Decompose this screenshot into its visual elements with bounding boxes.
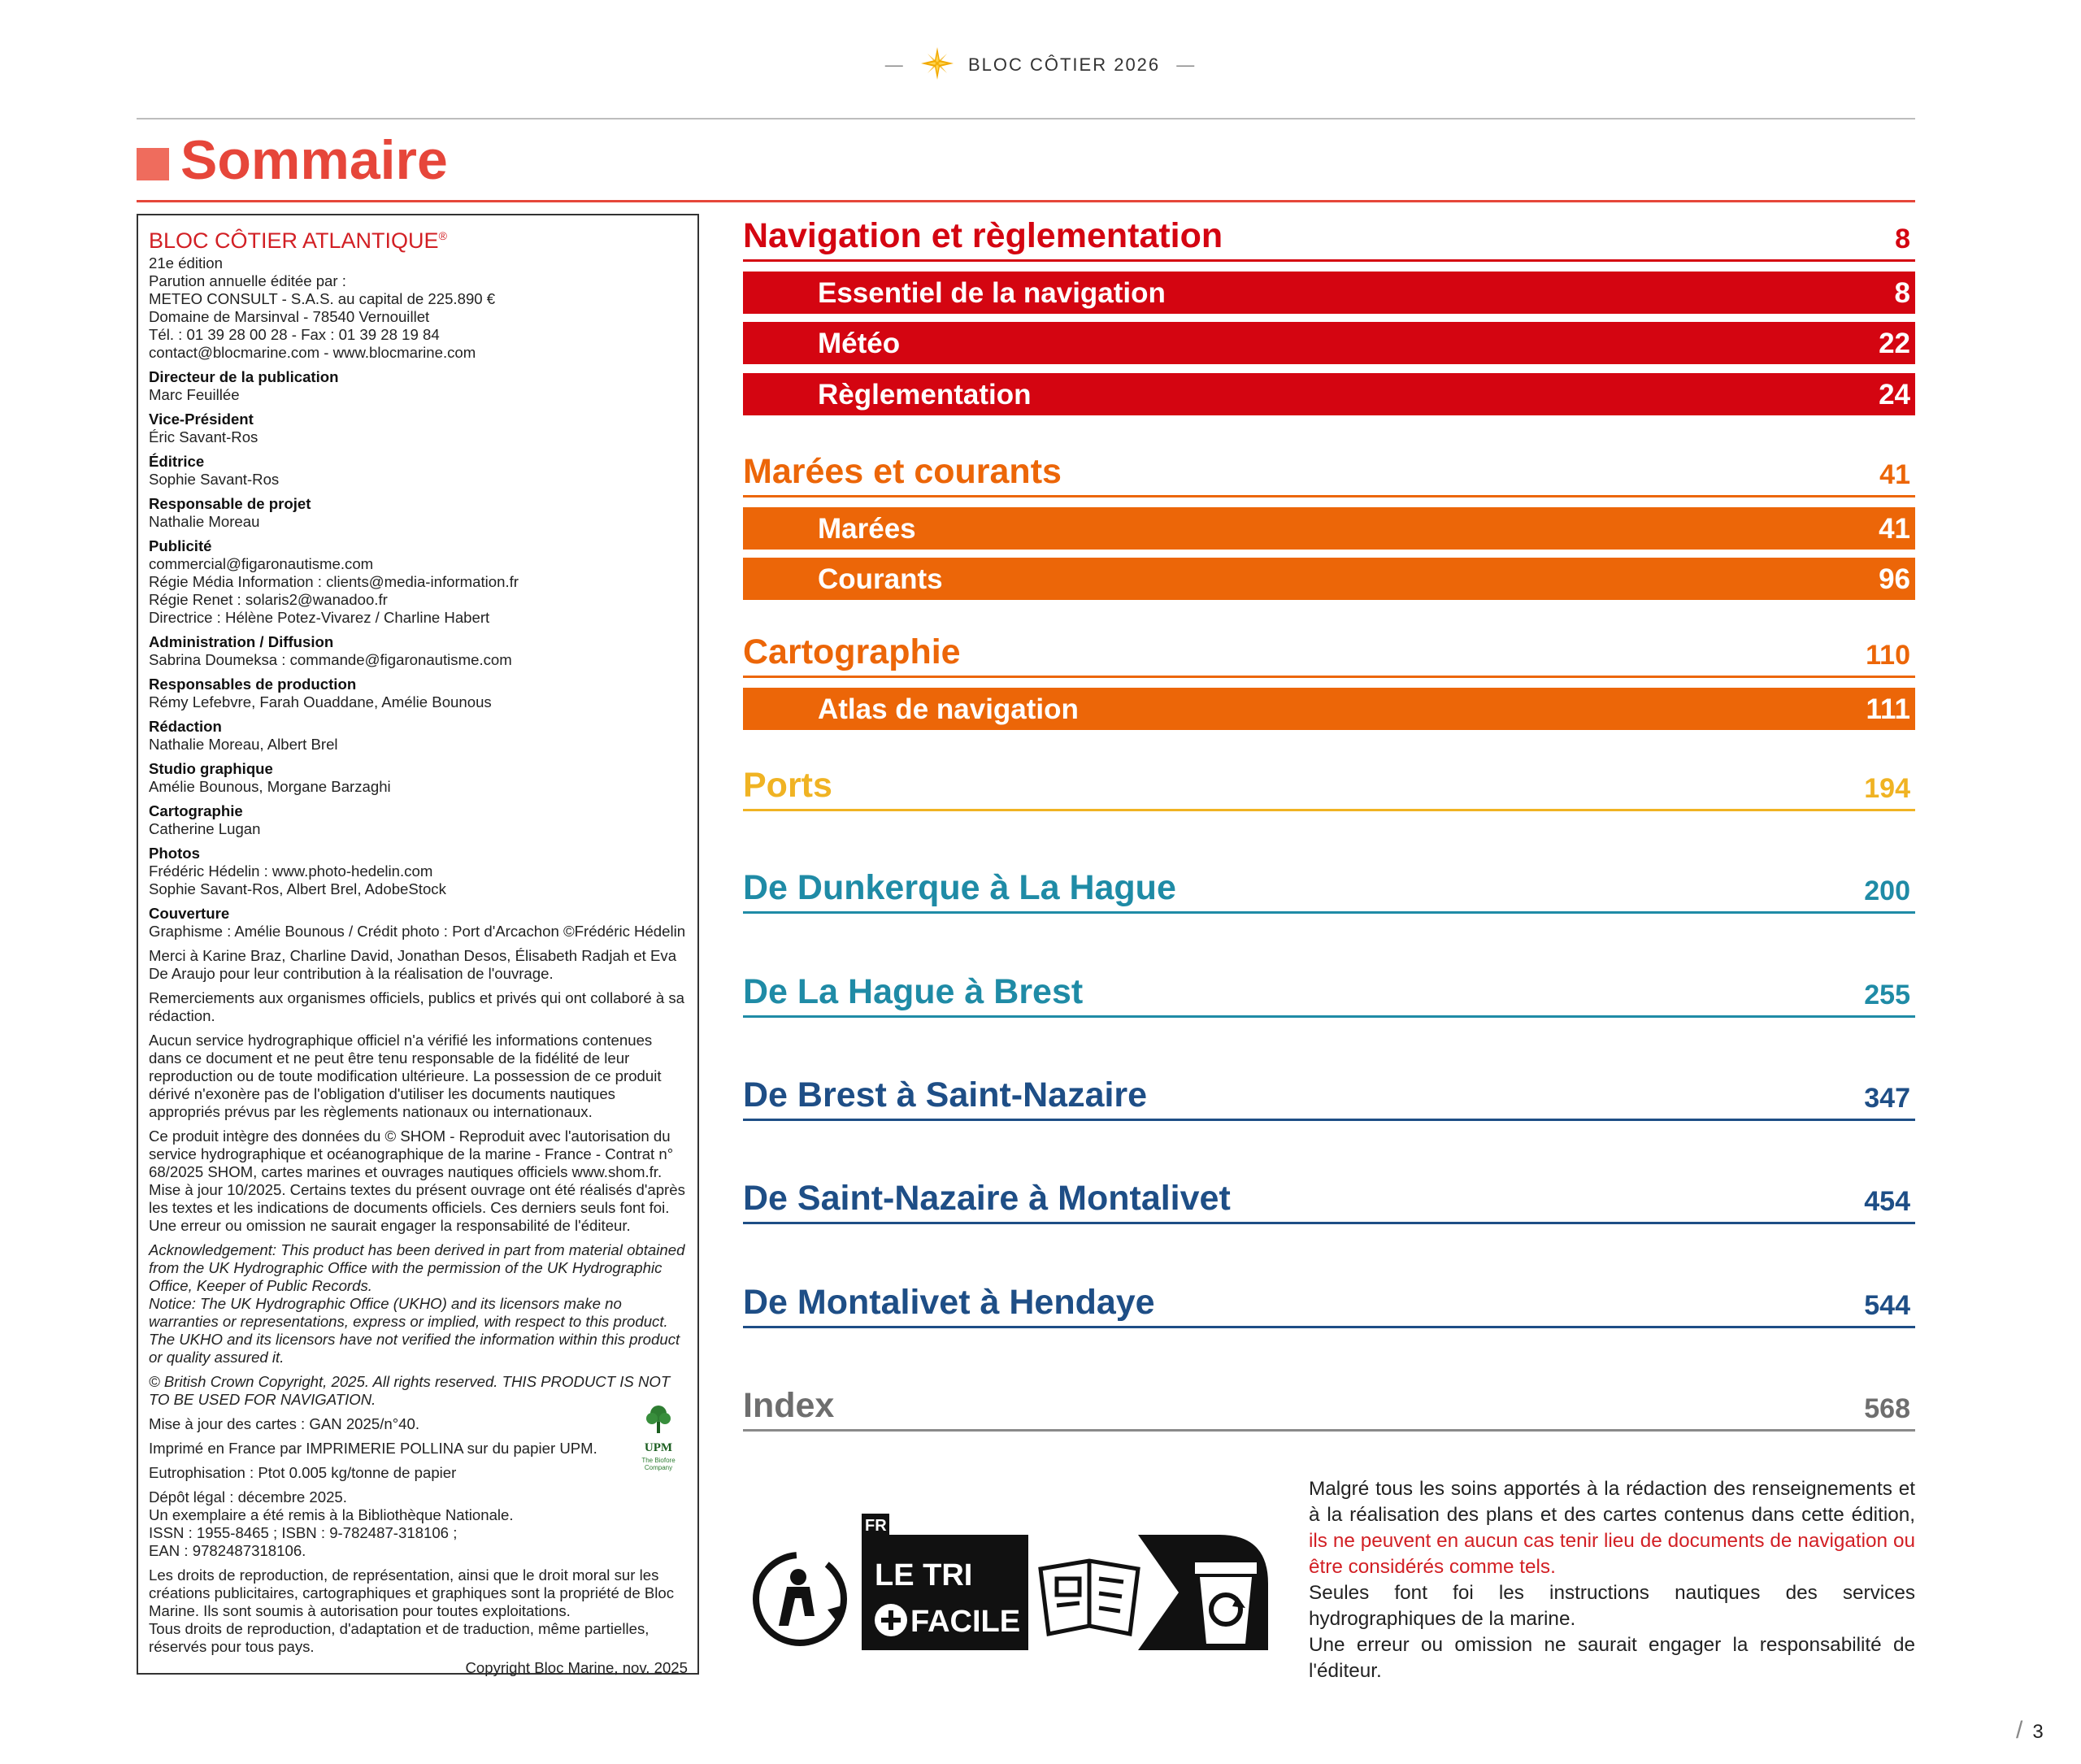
running-title: BLOC CÔTIER 2026 — [967, 54, 1161, 75]
print-info: Imprimé en France par IMPRIMERIE POLLINA sur du papier UPM. — [149, 1440, 597, 1457]
triman-graphic — [748, 1512, 1268, 1650]
upm-logo — [634, 1402, 683, 1471]
toc-underline — [743, 809, 1915, 811]
toc-section-title: Cartographie — [743, 632, 961, 671]
toc-section-page: 544 — [1864, 1290, 1910, 1321]
toc-section-page: 347 — [1864, 1083, 1910, 1114]
toc-underline — [743, 1326, 1915, 1328]
toc-section-title: Navigation et règlementation — [743, 216, 1223, 255]
role-label: Publicité — [149, 537, 212, 554]
toc-region-dunkerque-la-hague[interactable] — [743, 865, 1915, 914]
role-value: Frédéric Hédelin : www.photo-hedelin.com — [149, 862, 433, 880]
toc-section-title: De Montalivet à Hendaye — [743, 1283, 1155, 1322]
publisher-line: contact@blocmarine.com - www.blocmarine.com — [149, 344, 476, 361]
publisher-line: METEO CONSULT - S.A.S. au capital de 225.890 € — [149, 290, 496, 307]
thanks-text: Merci à Karine Braz, Charline David, Jonathan Desos, Élisabeth Radjah et Eva De Araujo pour leur contribution à la réalisation de l'ouvrage. — [149, 947, 677, 982]
role-value: Nathalie Moreau, Albert Brel — [149, 736, 338, 753]
toc-item-reglementation[interactable] — [743, 373, 1915, 415]
rights-line: Les droits de reproduction, de représentation, ainsi que le droit moral sur les créations publicitaires, cartographiques et graphiques sont la propriété de Bloc Marine. Ils sont soumis à autorisation pour toutes exploitations. — [149, 1566, 674, 1619]
disclaimer-p3: Une erreur ou omission ne saurait engager la responsabilité de l'éditeur. — [1309, 1634, 1915, 1682]
publisher-line: Domaine de Marsinval - 78540 Vernouillet — [149, 308, 430, 325]
crown-copyright: © British Crown Copyright, 2025. All rights reserved. THIS PRODUCT IS NOT TO BE USED FOR NAVIGATION. — [149, 1373, 671, 1408]
thanks-text: Remerciements aux organismes officiels, publics et privés qui ont collaboré à sa rédaction. — [149, 989, 685, 1024]
role-label: Studio graphique — [149, 760, 273, 777]
rights-line: Tous droits de reproduction, d'adaptation et de traduction, même partielles, réservés pour tous pays. — [149, 1620, 649, 1655]
toc-section-page: 8 — [1895, 224, 1910, 254]
toc-underline — [743, 911, 1915, 914]
disclaimer-p2: Seules font foi les instructions nautiques des services hydrographiques de la marine. — [1309, 1582, 1915, 1630]
toc-section-title: De Brest à Saint-Nazaire — [743, 1075, 1148, 1114]
credits-edition: 21e édition — [149, 254, 223, 272]
triman-line2: FACILE — [910, 1605, 1021, 1639]
role-value: Éric Savant-Ros — [149, 428, 258, 445]
credits-box — [137, 214, 699, 1675]
role-value: Marc Feuillée — [149, 386, 240, 403]
role-label: Administration / Diffusion — [149, 633, 334, 650]
role-value: Directrice : Hélène Potez-Vivarez / Charline Habert — [149, 609, 490, 626]
page-title: Sommaire — [180, 129, 448, 191]
role-label: Couverture — [149, 905, 230, 922]
toc-item-page: 96 — [1879, 563, 1910, 595]
toc-item-marees[interactable] — [743, 507, 1915, 550]
role-label: Responsables de production — [149, 676, 357, 693]
disclaimer — [1309, 1476, 1915, 1684]
toc-item-page: 41 — [1879, 513, 1910, 545]
hydro-notice: Aucun service hydrographique officiel n'a vérifié les informations contenues dans ce document et ne peut être tenu responsable de la fidélité de leur reproduction ou de toute modification ultérieure. La possession de ce produit dérivé n'exonère pas de l'obligation d'utiliser les documents nautiques appropriés prévus par les règlements nationaux ou internationaux. — [149, 1032, 662, 1120]
disclaimer-warning: ils ne peuvent en aucun cas tenir lieu de documents de navigation ou être considérés comme tels. — [1309, 1530, 1915, 1578]
toc-item-page: 8 — [1894, 277, 1910, 309]
toc-item-page: 111 — [1866, 693, 1910, 725]
toc-item-courants[interactable] — [743, 558, 1915, 600]
toc-section-index[interactable] — [743, 1383, 1915, 1432]
eutrophisation: Eutrophisation : Ptot 0.005 kg/tonne de papier — [149, 1464, 457, 1481]
toc-section-page: 200 — [1864, 875, 1910, 906]
upm-tree-icon — [642, 1402, 675, 1435]
header-dash-right: — — [1176, 54, 1197, 75]
running-header — [0, 47, 2081, 85]
role-label: Photos — [149, 845, 201, 862]
toc-region-saint-nazaire-montalivet[interactable] — [743, 1175, 1915, 1224]
role-label: Cartographie — [149, 802, 243, 819]
role-label: Directeur de la publication — [149, 368, 339, 385]
toc-region-montalivet-hendaye[interactable] — [743, 1280, 1915, 1328]
toc-section-title: De La Hague à Brest — [743, 972, 1084, 1011]
toc-section-page: 110 — [1866, 640, 1910, 671]
publisher-line: Parution annuelle éditée par : — [149, 272, 346, 289]
credits-copyright: Copyright Bloc Marine, nov. 2025 — [465, 1659, 688, 1676]
toc-section-marees[interactable] — [743, 449, 1915, 497]
credits-brand: BLOC CÔTIER ATLANTIQUE® — [149, 228, 447, 253]
toc-item-title: Règlementation — [818, 379, 1032, 411]
ukho-notice: Notice: The UK Hydrographic Office (UKHO) and its licensors make no warranties or representations, express or implied, with respect to this product. The UKHO and its licensors have not verified the information within this product or quality assured it. — [149, 1295, 680, 1366]
toc-underline — [743, 259, 1915, 262]
toc-section-page: 255 — [1864, 980, 1910, 1010]
role-value: Amélie Bounous, Morgane Barzaghi — [149, 778, 391, 795]
toc-section-title: De Dunkerque à La Hague — [743, 868, 1176, 907]
upm-logo-text: UPM — [644, 1441, 673, 1454]
toc-section-cartographie[interactable] — [743, 629, 1915, 678]
triman-line1: LE TRI — [875, 1558, 973, 1592]
toc-item-page: 24 — [1879, 379, 1910, 411]
role-value: Catherine Lugan — [149, 820, 261, 837]
toc-item-title: Atlas de navigation — [818, 693, 1079, 725]
page-number: / 3 — [2016, 1717, 2044, 1744]
title-rule — [137, 200, 1915, 202]
depot-line: EAN : 9782487318106. — [149, 1542, 306, 1559]
role-value: Graphisme : Amélie Bounous / Crédit photo : Port d'Arcachon ©Frédéric Hédelin — [149, 923, 686, 940]
toc-item-title: Météo — [818, 328, 901, 359]
header-dash-left: — — [884, 54, 905, 75]
title-square-icon — [137, 148, 169, 180]
toc-item-meteo[interactable] — [743, 322, 1915, 364]
toc-underline — [743, 1119, 1915, 1121]
depot-line: ISSN : 1955-8465 ; ISBN : 9-782487-318106 ; — [149, 1524, 458, 1541]
role-value: Rémy Lefebvre, Farah Ouaddane, Amélie Bounous — [149, 693, 492, 710]
toc-underline — [743, 495, 1915, 497]
toc-item-page: 22 — [1879, 328, 1910, 359]
role-value: Régie Média Information : clients@media-information.fr — [149, 573, 519, 590]
toc-section-page: 568 — [1864, 1393, 1910, 1424]
toc-section-ports[interactable] — [743, 763, 1915, 811]
disclaimer-p1: Malgré tous les soins apportés à la rédaction des renseignements et à la réalisation des plans et des cartes contenus dans cette édition, ils ne peuvent en aucun cas tenir lieu de documents de navigation ou être considérés comme tels. — [1309, 1478, 1915, 1578]
toc-region-la-hague-brest[interactable] — [743, 969, 1915, 1018]
toc-item-essentiel[interactable] — [743, 272, 1915, 314]
triman-country: FR — [865, 1517, 887, 1535]
toc-section-navigation[interactable] — [743, 213, 1915, 262]
depot-line: Dépôt légal : décembre 2025. — [149, 1488, 347, 1505]
role-value: Régie Renet : solaris2@wanadoo.fr — [149, 591, 388, 608]
ukho-acknowledgement: Acknowledgement: This product has been derived in part from material obtained from the UK Hydrographic Office with the permission of the UK Hydrographic Office, Keeper of Public Records. — [149, 1241, 685, 1294]
toc-section-page: 41 — [1879, 459, 1910, 490]
toc-underline — [743, 1015, 1915, 1018]
toc-section-title: De Saint-Nazaire à Montalivet — [743, 1179, 1231, 1218]
toc-section-page: 454 — [1864, 1186, 1910, 1217]
maj-cartes: Mise à jour des cartes : GAN 2025/n°40. — [149, 1415, 419, 1432]
role-label: Vice-Président — [149, 411, 254, 428]
toc-underline — [743, 676, 1915, 678]
role-value: commercial@figaronautisme.com — [149, 555, 374, 572]
depot-line: Un exemplaire a été remis à la Bibliothèque Nationale. — [149, 1506, 514, 1523]
publisher-line: Tél. : 01 39 28 00 28 - Fax : 01 39 28 19 84 — [149, 326, 440, 343]
toc-section-page: 194 — [1864, 773, 1910, 804]
toc-section-title: Index — [743, 1386, 835, 1425]
role-label: Éditrice — [149, 453, 205, 470]
toc-underline — [743, 1222, 1915, 1224]
toc-item-atlas[interactable] — [743, 688, 1915, 730]
role-value: Sabrina Doumeksa : commande@figaronautisme.com — [149, 651, 512, 668]
role-label: Responsable de projet — [149, 495, 311, 512]
toc-item-title: Courants — [818, 563, 943, 595]
top-rule — [137, 118, 1915, 119]
toc-section-title: Ports — [743, 766, 832, 805]
role-value: Sophie Savant-Ros — [149, 471, 280, 488]
toc-region-brest-saint-nazaire[interactable] — [743, 1072, 1915, 1121]
shom-notice: Ce produit intègre des données du © SHOM - Reproduit avec l'autorisation du service hydrographique et océanographique de la marine - France - Contrat n° 68/2025 SHOM, cartes marines et ouvrages nautiques officiels www.shom.fr. Mise à jour 10/2025. Certains textes du présent ouvrage ont été réalisés d'après les textes et les indications de documents officiels. Ces derniers seuls font foi. Une erreur ou omission ne saurait engager la responsabilité de l'éditeur. — [149, 1127, 685, 1234]
toc-underline — [743, 1429, 1915, 1432]
role-value: Nathalie Moreau — [149, 513, 260, 530]
role-label: Rédaction — [149, 718, 222, 735]
upm-tagline: The Biofore Company — [641, 1457, 676, 1471]
toc-item-title: Marées — [818, 513, 916, 545]
toc-section-title: Marées et courants — [743, 452, 1062, 491]
toc-item-title: Essentiel de la navigation — [818, 277, 1166, 309]
role-value: Sophie Savant-Ros, Albert Brel, AdobeStock — [149, 880, 446, 897]
triman-logo — [748, 1512, 1268, 1650]
triman-recycle-icon — [756, 1555, 845, 1643]
compass-star-icon — [921, 47, 954, 85]
